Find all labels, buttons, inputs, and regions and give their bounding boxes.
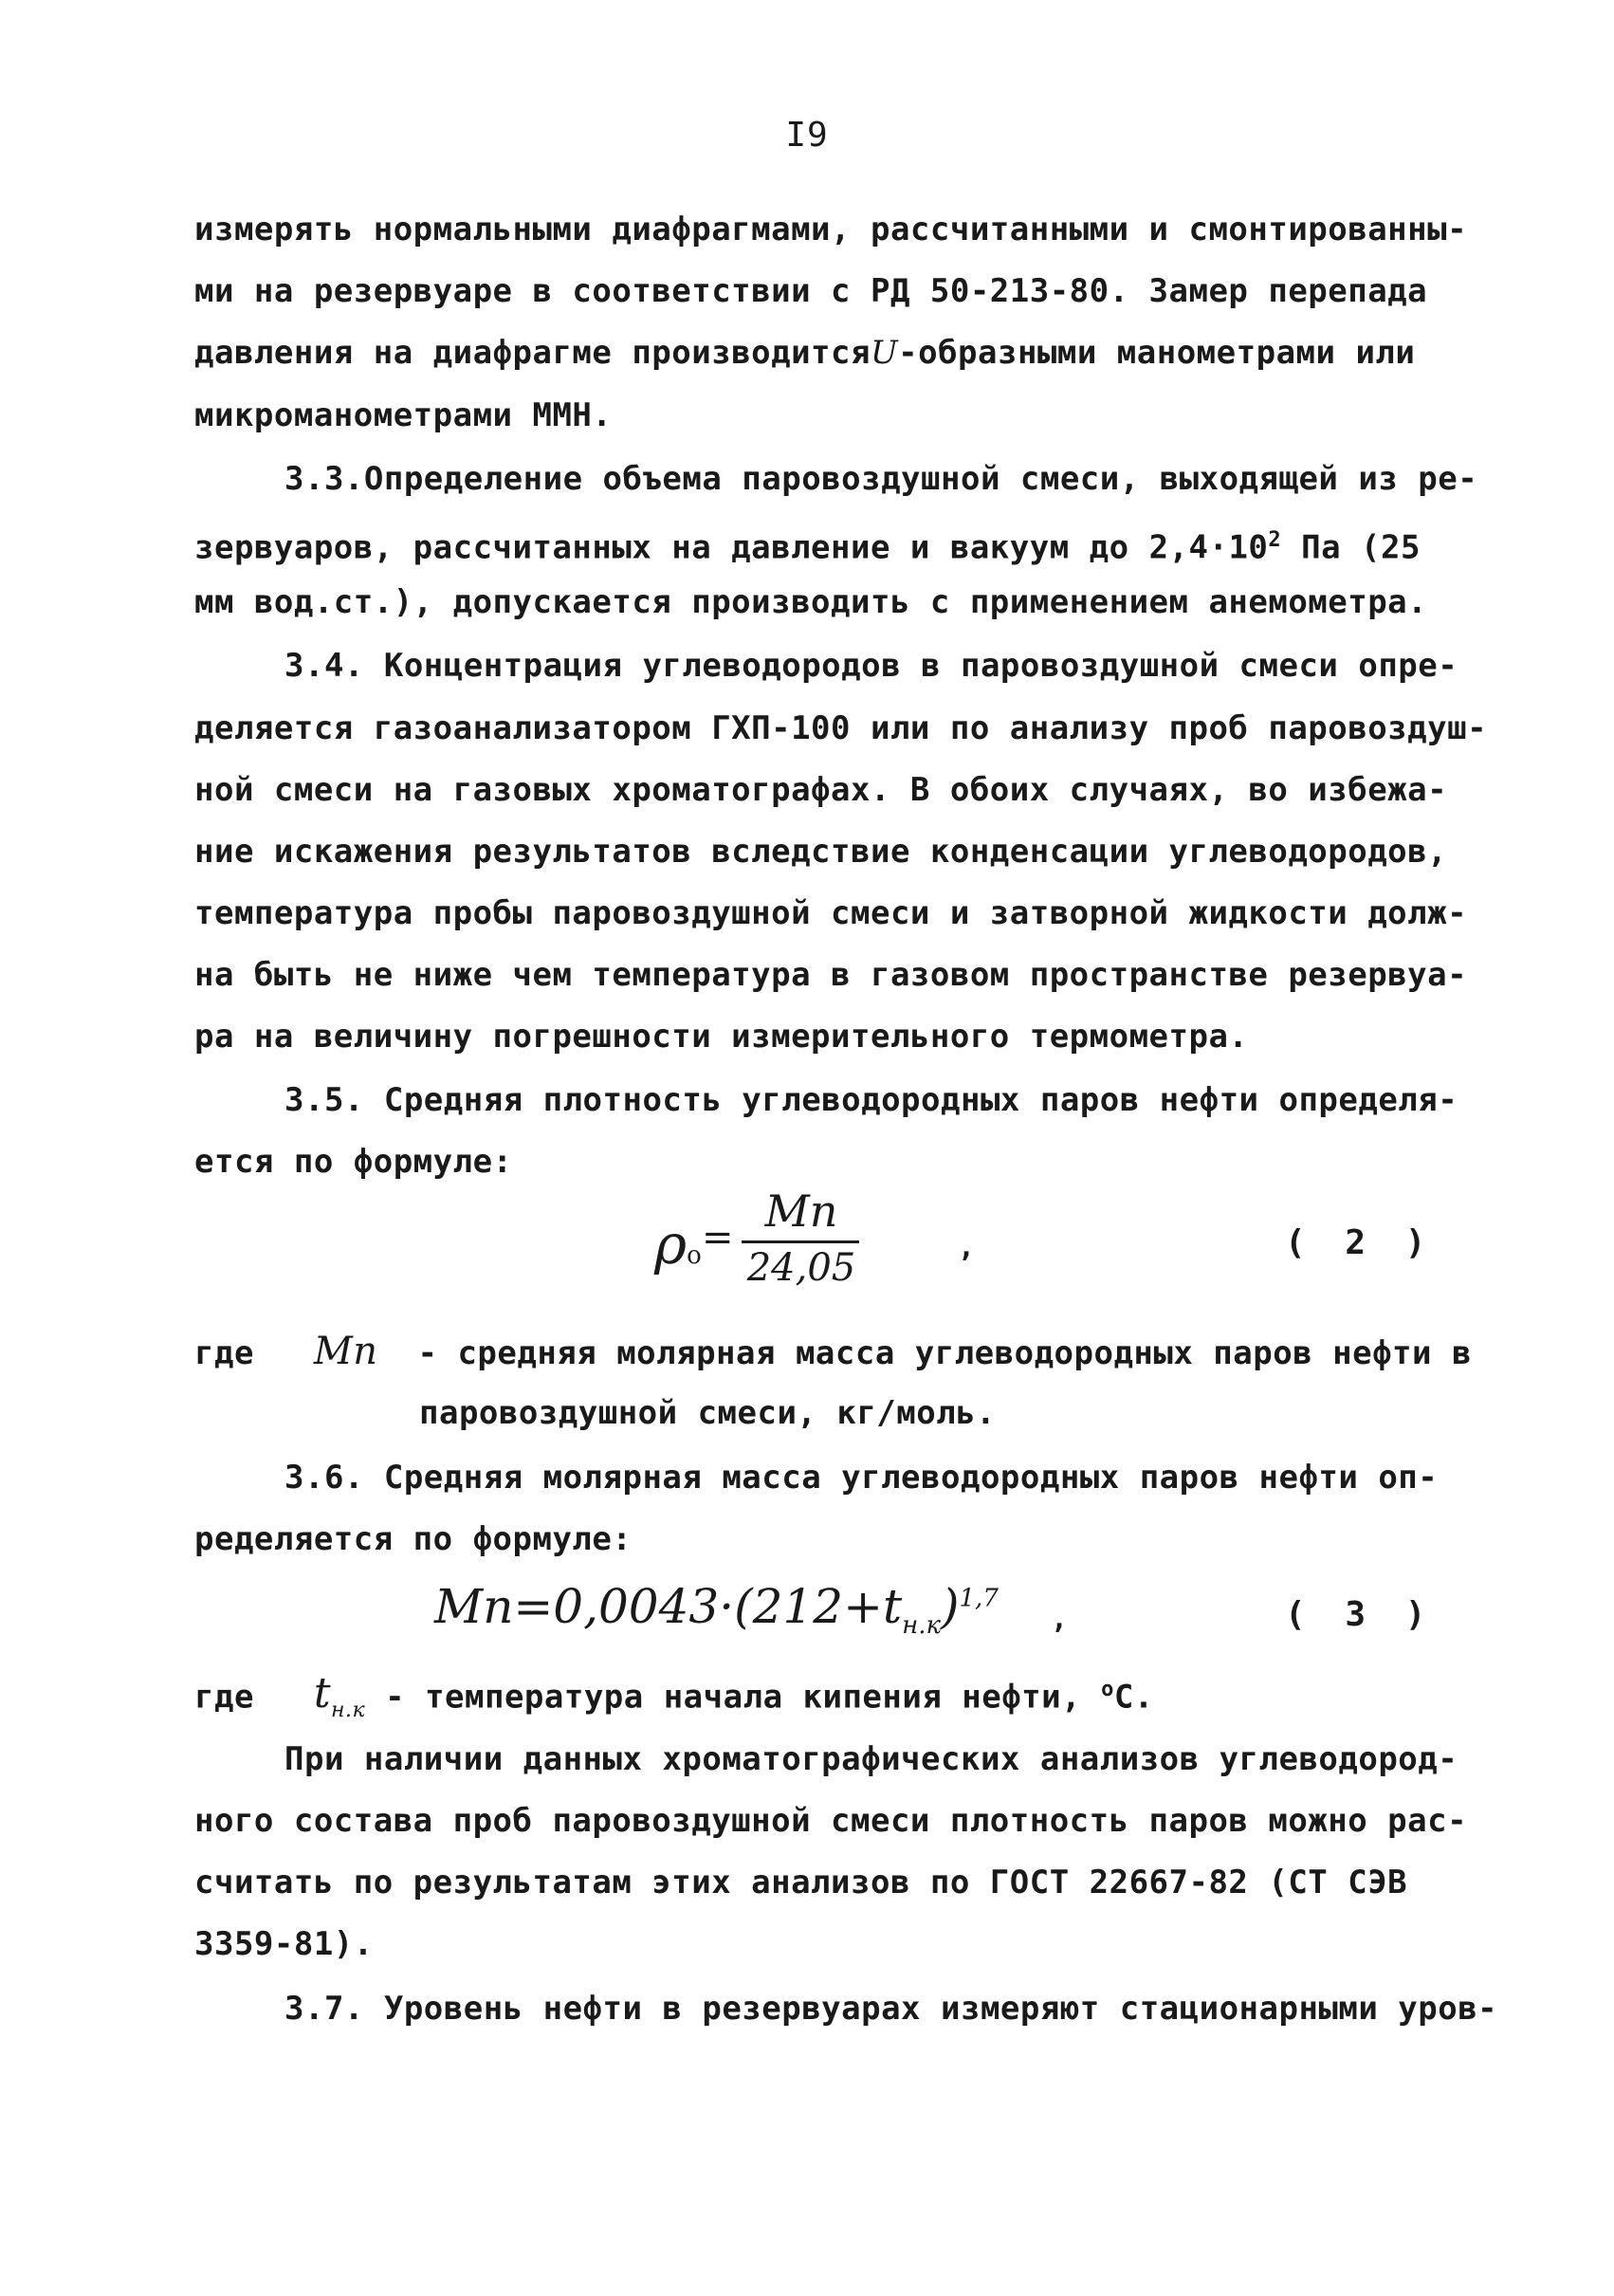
formula-2-denominator: 24,05 (746, 1246, 856, 1290)
text-line: температура пробы паровоздушной смеси и затворной жидкости долж- (194, 894, 1468, 932)
where-line: где Mп - средняя молярная масса углеводородных паров нефти в (194, 1330, 1472, 1373)
text-line: измерять нормальными диафрагмами, рассчитанными и смонтированны- (194, 211, 1468, 248)
mp-symbol: Mп (313, 1330, 378, 1373)
text-line: ределяется по формуле: (194, 1520, 633, 1558)
text-line: ного состава проб паровоздушной смеси плотность паров можно рас- (194, 1802, 1468, 1840)
where-line: где $t_{н.к}$ - температура начала кипения нефти, $^о$С. (194, 1669, 1154, 1723)
equation-number-3: ( 3 ) (1285, 1595, 1436, 1634)
equation-number-2: ( 2 ) (1285, 1223, 1436, 1262)
text-line: ной смеси на газовых хроматографах. В обоих случаях, во избежа- (194, 771, 1448, 809)
text-line: зервуаров, рассчитанных на давление и вакуум до $2,4\cdot 10^2$ Па (25 (194, 528, 1421, 567)
formula-2-comma: , (958, 1231, 976, 1264)
t-symbol: $t_{н.к}$ (313, 1669, 366, 1723)
text-line: микроманометрами ММН. (194, 396, 613, 434)
where-continuation: паровоздушной смеси, кг/моль. (419, 1394, 997, 1432)
paragraph-3-7: 3.7. Уровень нефти в резервуарах измеряют стационарными уров- (284, 1990, 1498, 2028)
formula-3: $Mп=0,0043\cdot(212+t_{н.к})^{1,7}$ (434, 1579, 999, 1640)
text-line: ется по формуле: (194, 1143, 513, 1181)
paragraph: При наличии данных хроматографических анализов углеводород- (284, 1740, 1458, 1778)
page-number: I9 (785, 116, 829, 155)
paragraph-3-3: 3.3.Определение объема паровоздушной смеси, выходящей из ре- (284, 460, 1478, 498)
text-line: мм вод.ст.), допускается производить с применением анемометра. (194, 583, 1428, 621)
formula-3-comma: , (1051, 1603, 1069, 1636)
text-line: 3359-81). (194, 1925, 374, 1963)
u-symbol: U (870, 334, 899, 372)
formula-2-numerator: Mп (764, 1185, 838, 1237)
paragraph-3-6: 3.6. Средняя молярная масса углеводородных паров нефти оп- (284, 1459, 1439, 1497)
text-line: ра на величину погрешности измерительного термометра. (194, 1018, 1249, 1056)
text-line: на быть не ниже чем температура в газовом пространстве резервуа- (194, 956, 1468, 994)
formula-2 (654, 1185, 863, 1299)
formula-2-lhs: ρо (654, 1212, 702, 1277)
text-line: ми на резервуаре в соответствии с РД 50-213-80. Замер перепада (194, 272, 1428, 310)
paragraph-3-5: 3.5. Средняя плотность углеводородных паров нефти определя- (284, 1081, 1458, 1119)
text-line: деляется газоанализатором ГХП-100 или по анализу проб паровоздуш- (194, 709, 1488, 747)
text-line: считать по результатам этих анализов по ГОСТ 22667-82 (СТ СЭВ (194, 1864, 1408, 1901)
text-line: давления на диафрагме производитсяU-образными манометрами или (194, 334, 1416, 372)
formula-2-equals: = (702, 1216, 734, 1259)
fraction-bar (742, 1240, 859, 1243)
paragraph-3-4: 3.4. Концентрация углеводородов в паровоздушной смеси опре- (284, 647, 1458, 685)
text-line: ние искажения результатов вследствие конденсации углеводородов, (194, 833, 1448, 871)
